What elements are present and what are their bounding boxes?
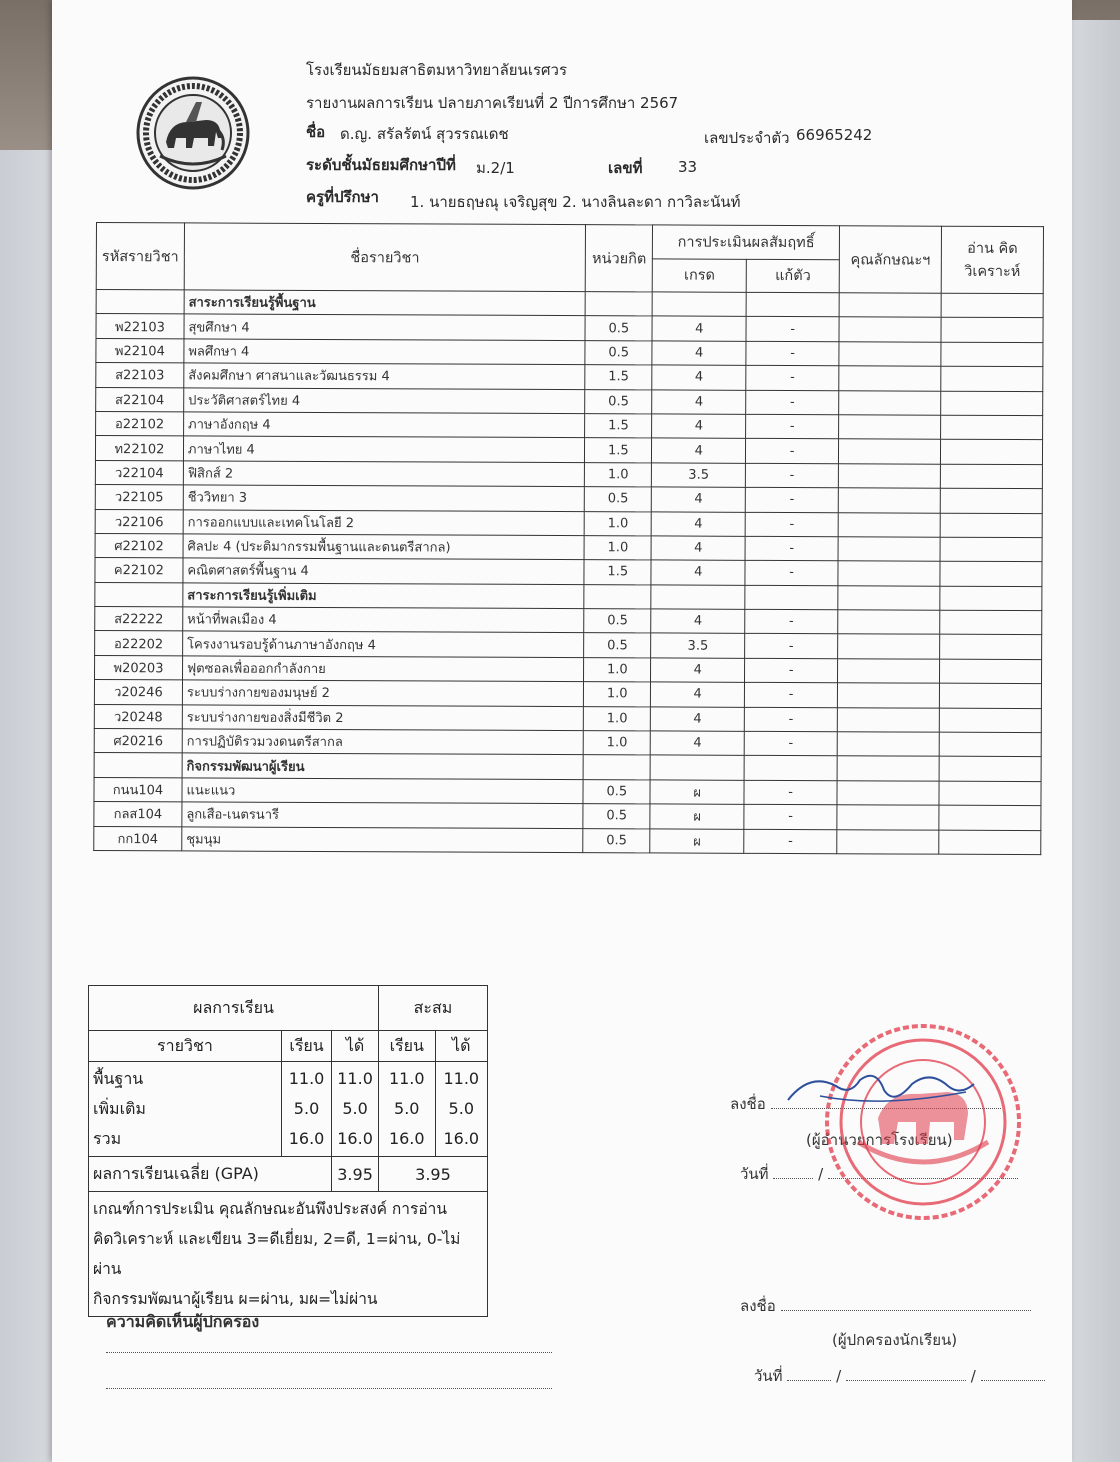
- parent-date-year: [981, 1380, 1045, 1381]
- summary-value: 16.0: [337, 1129, 373, 1148]
- subject-code: พ20203: [95, 655, 183, 680]
- parent-comment-line-2: [106, 1388, 552, 1389]
- subject-retake: -: [745, 561, 838, 586]
- parent-sign-line: [781, 1310, 1031, 1311]
- school-seal-icon: [136, 76, 250, 190]
- subject-retake: -: [746, 390, 839, 415]
- subject-character: [838, 610, 940, 635]
- grades-table: [93, 222, 1044, 855]
- empty-cell: [746, 292, 839, 317]
- subject-grade: 4: [652, 389, 746, 414]
- subject-reading: [940, 440, 1042, 465]
- subject-character: [837, 805, 939, 830]
- subject-reading: [940, 537, 1042, 562]
- subject-code: พ22103: [96, 314, 184, 339]
- summary-label-basic: พื้นฐาน: [93, 1069, 144, 1088]
- subject-retake: -: [745, 683, 838, 708]
- subject-grade: 4: [652, 341, 746, 366]
- gpa-value: 3.95: [332, 1157, 379, 1192]
- subject-credit: 1.0: [584, 706, 651, 731]
- subject-retake: -: [744, 707, 837, 732]
- subject-name: ลูกเสือ-เนตรนารี: [182, 802, 583, 828]
- parent-comment-line-1: [106, 1352, 552, 1353]
- subject-grade: 3.5: [651, 633, 745, 658]
- summary-label-extra: เพิ่มเติม: [93, 1099, 146, 1118]
- subject-character: [838, 561, 940, 586]
- subject-character: [838, 463, 940, 488]
- student-id: 66965242: [796, 126, 873, 144]
- summary-value: 5.0: [293, 1099, 320, 1118]
- subject-name: การปฏิบัติรวมวงดนตรีสากล: [182, 729, 583, 755]
- subject-grade: 4: [651, 707, 745, 732]
- summary-value: 5.0: [342, 1099, 368, 1118]
- subject-code: ส22103: [96, 363, 184, 388]
- subject-character: [838, 488, 940, 513]
- subject-reading: [939, 805, 1041, 830]
- subject-character: [837, 732, 939, 757]
- subject-grade: ผ: [650, 780, 744, 805]
- empty-cell: [745, 585, 838, 610]
- level-value: ม.2/1: [476, 159, 515, 177]
- summary-value: 11.0: [388, 1069, 425, 1088]
- header-code: รหัสรายวิชา: [96, 223, 184, 290]
- subject-grade: 4: [652, 414, 746, 439]
- number-label: เลขที่: [608, 159, 643, 177]
- summary-value: 16.0: [443, 1129, 480, 1148]
- subject-name: ศิลปะ 4 (ประติมากรรมพื้นฐานและดนตรีสากล): [183, 534, 584, 560]
- subject-code: ส22104: [96, 387, 184, 412]
- subject-name: สุขศึกษา 4: [184, 314, 585, 340]
- header-grade: เกรด: [653, 258, 747, 292]
- date-slash: /: [836, 1367, 842, 1385]
- subject-name: ระบบร่างกายของมนุษย์ 2: [182, 680, 583, 706]
- summary-cum-studied-header: เรียน: [378, 1031, 435, 1062]
- subject-character: [838, 659, 940, 684]
- subject-credit: 1.5: [584, 560, 651, 585]
- subject-grade: ผ: [650, 829, 744, 854]
- subject-grade: 4: [651, 536, 745, 561]
- subject-credit: 1.0: [585, 462, 652, 487]
- subject-credit: 0.5: [584, 633, 651, 658]
- subject-grade: ผ: [650, 804, 744, 829]
- table-row: [94, 826, 1041, 855]
- subject-character: [839, 317, 941, 342]
- subject-grade: 4: [651, 511, 745, 536]
- report-title: รายงานผลการเรียน ปลายภาคเรียนที่ 2 ปีการศึกษา 2567: [306, 94, 679, 112]
- summary-studied-header: เรียน: [281, 1031, 331, 1062]
- subject-character: [838, 537, 940, 562]
- parent-role: (ผู้ปกครองนักเรียน): [832, 1331, 958, 1349]
- subject-reading: [941, 415, 1043, 440]
- empty-cell: [939, 757, 1041, 782]
- empty-cell: [838, 585, 940, 610]
- director-date-label: วันที่: [740, 1165, 769, 1183]
- subject-code: ท22102: [95, 436, 183, 461]
- header-reading: อ่าน คิด วิเคราะห์: [941, 226, 1043, 293]
- subject-code: กก104: [94, 826, 182, 851]
- subject-grade: 4: [652, 487, 746, 512]
- summary-cum-earned-col: [435, 1062, 487, 1157]
- subject-name: สังคมศึกษา ศาสนาและวัฒนธรรม 4: [184, 363, 585, 389]
- subject-reading: [939, 732, 1041, 757]
- summary-results-header: ผลการเรียน: [89, 986, 379, 1031]
- summary-value: 11.0: [288, 1069, 325, 1088]
- subject-retake: -: [745, 609, 838, 634]
- subject-character: [839, 366, 941, 391]
- section-title: สาระการเรียนรู้พื้นฐาน: [184, 290, 585, 316]
- parent-sign-label: ลงชื่อ: [740, 1297, 776, 1315]
- subject-name: ชีววิทยา 3: [183, 485, 584, 511]
- subject-code: ส22222: [95, 607, 183, 632]
- subject-code: ว22105: [95, 485, 183, 510]
- subject-name: ชุมนุม: [182, 826, 583, 852]
- empty-cell: [652, 292, 746, 317]
- subject-retake: -: [744, 731, 837, 756]
- empty-cell: [744, 756, 837, 781]
- criteria-note: [89, 1192, 488, 1317]
- subject-character: [839, 415, 941, 440]
- section-code-cell: [94, 753, 182, 778]
- subject-credit: 1.0: [584, 511, 651, 536]
- subject-reading: [940, 464, 1042, 489]
- subject-credit: 1.5: [585, 438, 652, 463]
- summary-value: 5.0: [394, 1099, 420, 1118]
- header-assessment: การประเมินผลสัมฤทธิ์: [653, 225, 840, 259]
- summary-label-total: รวม: [93, 1129, 122, 1148]
- student-name: ด.ญ. สรัลรัตน์ สุวรรณเดช: [340, 125, 509, 143]
- subject-credit: 1.0: [584, 682, 651, 707]
- subject-character: [837, 781, 939, 806]
- summary-earned-col: [332, 1062, 379, 1157]
- subject-grade: 3.5: [652, 463, 746, 488]
- parent-date-row: [754, 1364, 1045, 1388]
- summary-value: 5.0: [448, 1099, 474, 1118]
- subject-retake: -: [745, 634, 838, 659]
- subject-reading: [940, 513, 1042, 538]
- subject-retake: -: [745, 512, 838, 537]
- empty-cell: [584, 584, 651, 609]
- summary-subject-header: รายวิชา: [89, 1031, 282, 1062]
- subject-retake: -: [746, 366, 839, 391]
- subject-reading: [939, 708, 1041, 733]
- subject-retake: -: [746, 414, 839, 439]
- summary-value: 11.0: [443, 1069, 480, 1088]
- subject-grade: 4: [652, 365, 746, 390]
- subject-reading: [941, 318, 1043, 343]
- date-slash: /: [970, 1367, 976, 1385]
- advisor-names: 1. นายธฤษณุ เจริญสุข 2. นางลินละดา กาวิละนันท์: [410, 193, 741, 211]
- subject-retake: -: [744, 780, 837, 805]
- summary-value: 16.0: [288, 1129, 325, 1148]
- subject-reading: [939, 781, 1041, 806]
- subject-grade: 4: [651, 658, 745, 683]
- empty-cell: [941, 293, 1043, 318]
- subject-code: อ22202: [95, 631, 183, 656]
- section-title: กิจกรรมพัฒนาผู้เรียน: [182, 753, 583, 779]
- subject-name: ภาษาอังกฤษ 4: [184, 412, 585, 438]
- parent-date-month: [846, 1380, 966, 1381]
- student-name-label: ชื่อ: [306, 123, 326, 141]
- subject-name: หน้าที่พลเมือง 4: [183, 607, 584, 633]
- subject-code: ว22104: [95, 460, 183, 485]
- subject-name: ฟุตซอลเพื่อออกกำลังกาย: [182, 656, 583, 682]
- parent-date-label: วันที่: [754, 1367, 783, 1385]
- subject-grade: 4: [652, 438, 746, 463]
- subject-retake: -: [746, 341, 839, 366]
- subject-code: ศ22102: [95, 533, 183, 558]
- subject-name: ระบบร่างกายของสิ่งมีชีวิต 2: [182, 705, 583, 731]
- director-date-day: [773, 1178, 813, 1179]
- empty-cell: [651, 585, 745, 610]
- criteria-line-1: เกณฑ์การประเมิน คุณลักษณะอันพึงประสงค์ การอ่าน: [93, 1200, 447, 1218]
- subject-code: อ22102: [96, 411, 184, 436]
- section-code-cell: [95, 582, 183, 607]
- advisor-label: ครูที่ปรึกษา: [306, 188, 379, 206]
- parent-date-day: [787, 1380, 831, 1381]
- level-label: ระดับชั้นมัธยมศึกษาปีที่: [306, 156, 456, 174]
- school-stamp-icon: [818, 1022, 1028, 1222]
- summary-value: 16.0: [388, 1129, 425, 1148]
- subject-character: [837, 707, 939, 732]
- subject-retake: -: [744, 829, 837, 854]
- subject-credit: 0.5: [583, 804, 650, 829]
- subject-credit: 1.0: [584, 731, 651, 756]
- subject-grade: 4: [651, 682, 745, 707]
- subject-name: พลศึกษา 4: [184, 339, 585, 365]
- subject-retake: -: [746, 439, 839, 464]
- subject-name: ภาษาไทย 4: [183, 436, 584, 462]
- school-name: โรงเรียนมัธยมสาธิตมหาวิทยาลัยนเรศวร: [306, 61, 567, 79]
- subject-credit: 0.5: [584, 609, 651, 634]
- summary-labels: [89, 1062, 282, 1157]
- subject-reading: [940, 488, 1042, 513]
- subject-code: พ22104: [96, 338, 184, 363]
- subject-credit: 0.5: [583, 779, 650, 804]
- subject-code: ว20248: [94, 704, 182, 729]
- subject-credit: 0.5: [585, 316, 652, 341]
- gpa-label: ผลการเรียนเฉลี่ย (GPA): [89, 1157, 332, 1192]
- subject-code: ค22102: [95, 558, 183, 583]
- empty-cell: [837, 756, 939, 781]
- subject-reading: [941, 391, 1043, 416]
- director-role: (ผู้อำนวยการโรงเรียน): [806, 1131, 953, 1149]
- summary-value: 11.0: [337, 1069, 373, 1088]
- subject-grade: 4: [650, 731, 744, 756]
- subject-grade: 4: [651, 560, 745, 585]
- parent-sign-row: [740, 1294, 1031, 1318]
- subject-code: กลส104: [94, 802, 182, 827]
- empty-cell: [839, 293, 941, 318]
- subject-code: กนน104: [94, 777, 182, 802]
- subject-character: [837, 829, 939, 854]
- student-id-label: เลขประจำตัว: [704, 129, 790, 147]
- subject-name: คณิตศาสตร์พื้นฐาน 4: [183, 558, 584, 584]
- subject-credit: 0.5: [585, 389, 652, 414]
- subject-reading: [939, 683, 1041, 708]
- subject-reading: [941, 366, 1043, 391]
- empty-cell: [940, 586, 1042, 611]
- criteria-line-2: คิดวิเคราะห์ และเขียน 3=ดีเยี่ยม, 2=ดี, 1=ผ่าน, 0-ไม่ผ่าน: [93, 1230, 461, 1278]
- subject-name: การออกแบบและเทคโนโลยี 2: [183, 509, 584, 535]
- section-title: สาระการเรียนรู้เพิ่มเติม: [183, 583, 584, 609]
- subject-character: [839, 342, 941, 367]
- subject-character: [838, 634, 940, 659]
- empty-cell: [585, 292, 652, 317]
- director-signature-icon: [780, 1066, 980, 1116]
- subject-retake: -: [745, 487, 838, 512]
- subject-credit: 0.5: [585, 487, 652, 512]
- subject-reading: [940, 635, 1042, 660]
- subject-character: [839, 390, 941, 415]
- parent-comment-label: ความคิดเห็นผู้ปกครอง: [106, 1312, 260, 1331]
- empty-cell: [650, 755, 744, 780]
- subject-code: ว20246: [94, 680, 182, 705]
- summary-cumulative-header: สะสม: [378, 986, 487, 1031]
- summary-cum-studied-col: [378, 1062, 435, 1157]
- subject-character: [838, 512, 940, 537]
- header-character: คุณลักษณะฯ: [839, 226, 941, 293]
- header-credits: หน่วยกิต: [586, 225, 653, 292]
- criteria-line-3: กิจกรรมพัฒนาผู้เรียน ผ=ผ่าน, มผ=ไม่ผ่าน: [93, 1290, 378, 1308]
- subject-retake: -: [746, 463, 839, 488]
- subject-credit: 1.0: [584, 536, 651, 561]
- subject-reading: [940, 659, 1042, 684]
- empty-cell: [583, 755, 650, 780]
- subject-reading: [940, 561, 1042, 586]
- subject-name: แนะแนว: [182, 778, 583, 804]
- subject-reading: [939, 830, 1041, 855]
- summary-table: [88, 985, 488, 1317]
- number-value: 33: [678, 158, 698, 176]
- subject-name: ฟิสิกส์ 2: [183, 461, 584, 487]
- subject-name: โครงงานรอบรู้ด้านภาษาอังกฤษ 4: [183, 631, 584, 657]
- subject-retake: -: [745, 658, 838, 683]
- subject-retake: -: [745, 536, 838, 561]
- subject-code: ศ20216: [94, 729, 182, 754]
- summary-cum-earned-header: ได้: [435, 1031, 487, 1062]
- subject-reading: [941, 342, 1043, 367]
- summary-studied-col: [281, 1062, 331, 1157]
- subject-credit: 1.5: [585, 414, 652, 439]
- subject-retake: -: [744, 805, 837, 830]
- cum-gpa-value: 3.95: [378, 1157, 487, 1192]
- date-slash: /: [818, 1165, 824, 1183]
- subject-character: [837, 683, 939, 708]
- section-code-cell: [96, 290, 184, 315]
- subject-grade: 4: [652, 316, 746, 341]
- subject-character: [839, 439, 941, 464]
- subject-grade: 4: [651, 609, 745, 634]
- subject-name: ประวัติศาสตร์ไทย 4: [184, 387, 585, 413]
- header-subject: ชื่อรายวิชา: [184, 223, 586, 292]
- director-sign-label: ลงชื่อ: [730, 1095, 766, 1113]
- subject-credit: 0.5: [585, 340, 652, 365]
- summary-earned-header: ได้: [332, 1031, 379, 1062]
- subject-retake: -: [746, 317, 839, 342]
- subject-code: ว22106: [95, 509, 183, 534]
- subject-credit: 0.5: [583, 828, 650, 853]
- header-retake: แก้ตัว: [746, 259, 839, 293]
- subject-credit: 1.0: [584, 657, 651, 682]
- subject-credit: 1.5: [585, 365, 652, 390]
- subject-reading: [940, 610, 1042, 635]
